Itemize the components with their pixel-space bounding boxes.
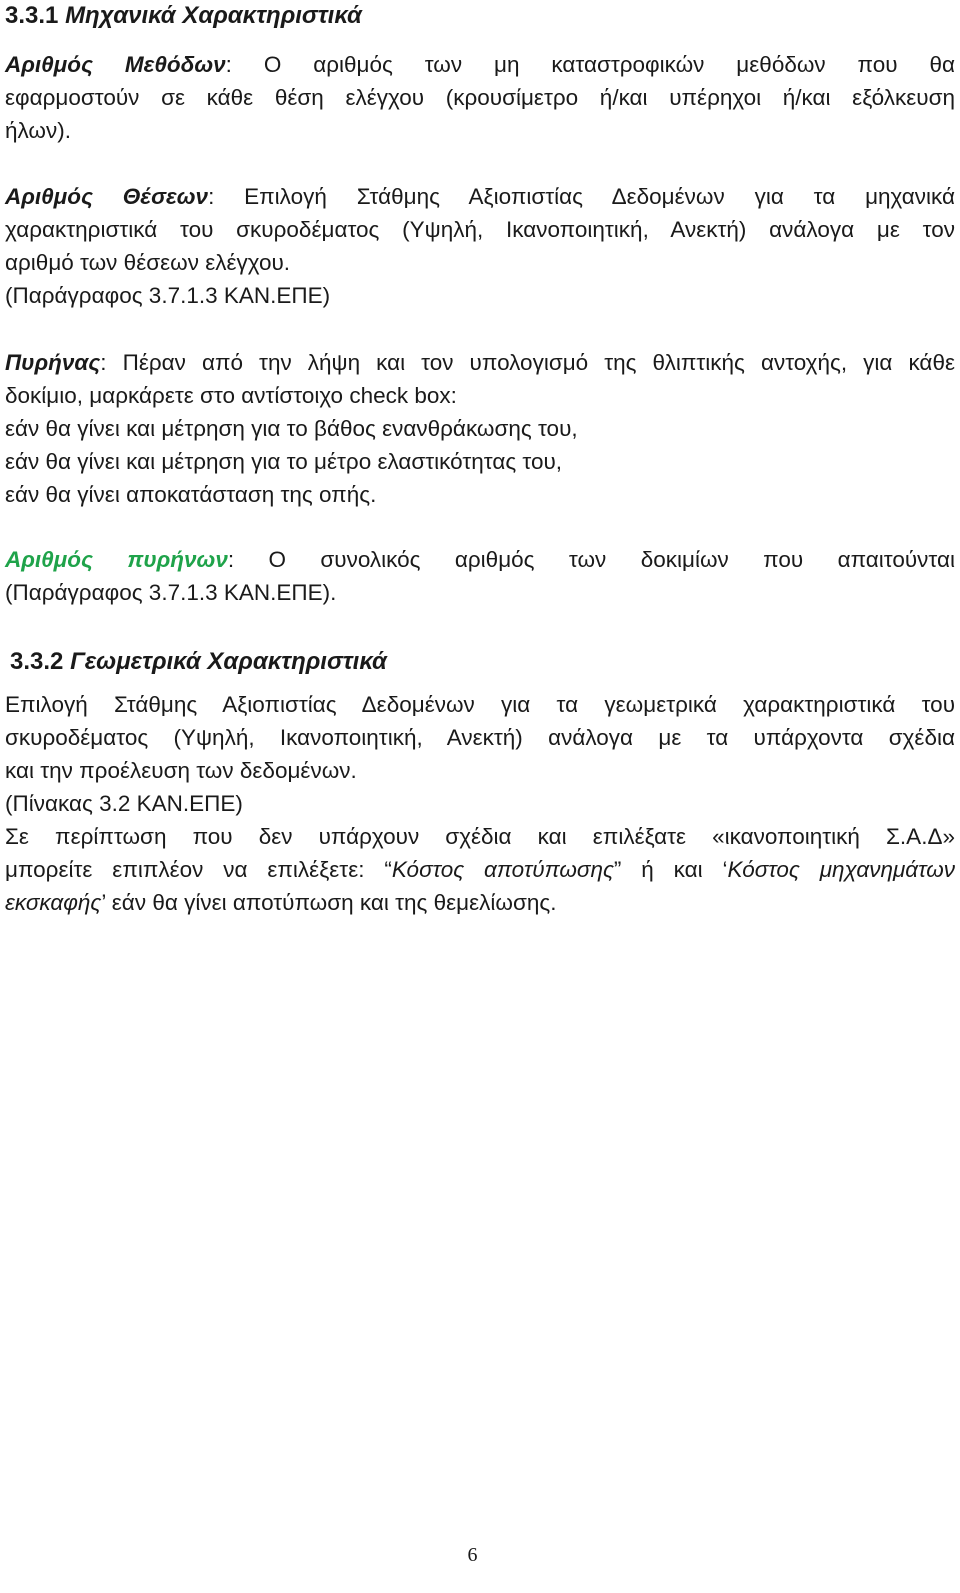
text-line: μπορείτε επιπλέον να επιλέξετε: “Κόστος αποτύπωσης” ή και ‘Κόστος μηχανημάτων: [5, 857, 956, 882]
text-line: χαρακτηριστικά του σκυροδέματος (Υψηλή, Ικανοποιητική, Ανεκτή) ανάλογα με τον: [5, 217, 955, 242]
text-line: εάν θα γίνει αποκατάσταση της οπής.: [5, 482, 377, 507]
text-line: Αριθμός Θέσεων: Επιλογή Στάθμης Αξιοπιστίας Δεδομένων για τα μηχανικά: [5, 184, 956, 209]
italic-term: Κόστος μηχανημάτων: [727, 857, 956, 882]
italic-term: Κόστος αποτύπωσης: [391, 857, 614, 882]
text-line: (Παράγραφος 3.7.1.3 ΚΑΝ.ΕΠΕ): [5, 283, 331, 308]
text-line: εάν θα γίνει και μέτρηση για το βάθος ενανθράκωσης του,: [5, 416, 578, 441]
section-heading-mechanical: [5, 0, 362, 32]
text-line: εφαρμοστούν σε κάθε θέση ελέγχου (κρουσίμετρο ή/και υπέρηχοι ή/και εξόλκευση: [5, 85, 955, 110]
text-line: Αριθμός Μεθόδων: Ο αριθμός των μη καταστροφικών μεθόδων που θα: [5, 52, 955, 77]
term-label-green: Αριθμός πυρήνων: [5, 547, 228, 572]
paragraph-cores: [5, 346, 955, 511]
paragraph-positions: [5, 180, 955, 312]
paragraph-geometry: [5, 688, 955, 919]
text-line: (Πίνακας 3.2 ΚΑΝ.ΕΠΕ): [5, 791, 243, 816]
text-line: εκσκαφής’ εάν θα γίνει αποτύπωση και της θεμελίωσης.: [5, 890, 557, 915]
text-line: και την προέλευση των δεδομένων.: [5, 758, 357, 783]
text-line: Πυρήνας: Πέραν από την λήψη και τον υπολογισμό της θλιπτικής αντοχής, για κάθε: [5, 350, 955, 375]
text-line: εάν θα γίνει και μέτρηση για το μέτρο ελαστικότητας του,: [5, 449, 563, 474]
section-heading-geometric: [10, 646, 387, 678]
text-line: σκυροδέματος (Υψηλή, Ικανοποιητική, Ανεκτή) ανάλογα με τα υπάρχοντα σχέδια: [5, 725, 955, 750]
term-label: Αριθμός Μεθόδων: [5, 52, 226, 77]
paragraph-methods: [5, 48, 955, 147]
term-label: Αριθμός Θέσεων: [5, 184, 209, 209]
page-number: 6: [467, 1544, 478, 1566]
section-number: 3.3.1: [5, 2, 59, 29]
text-line: (Παράγραφος 3.7.1.3 ΚΑΝ.ΕΠΕ).: [5, 580, 337, 605]
text-line: αριθμό των θέσεων ελέγχου.: [5, 250, 291, 275]
section-number: 3.3.2: [10, 648, 64, 675]
text-line: Επιλογή Στάθμης Αξιοπιστίας Δεδομένων για τα γεωμετρικά χαρακτηριστικά του: [5, 692, 955, 717]
section-title: Μηχανικά Χαρακτηριστικά: [65, 2, 362, 29]
paragraph-core-count: [5, 543, 955, 609]
text-line: δοκίμιο, μαρκάρετε στο αντίστοιχο check box:: [5, 383, 457, 408]
italic-term: εκσκαφής: [5, 890, 102, 915]
text-line: Σε περίπτωση που δεν υπάρχουν σχέδια και επιλέξατε «ικανοποιητική Σ.Α.Δ»: [5, 824, 955, 849]
text-line: Αριθμός πυρήνων: Ο συνολικός αριθμός των δοκιμίων που απαιτούνται: [5, 547, 955, 572]
term-label: Πυρήνας: [5, 350, 101, 375]
text-line: ήλων).: [5, 118, 71, 143]
section-title: Γεωμετρικά Χαρακτηριστικά: [70, 648, 387, 675]
